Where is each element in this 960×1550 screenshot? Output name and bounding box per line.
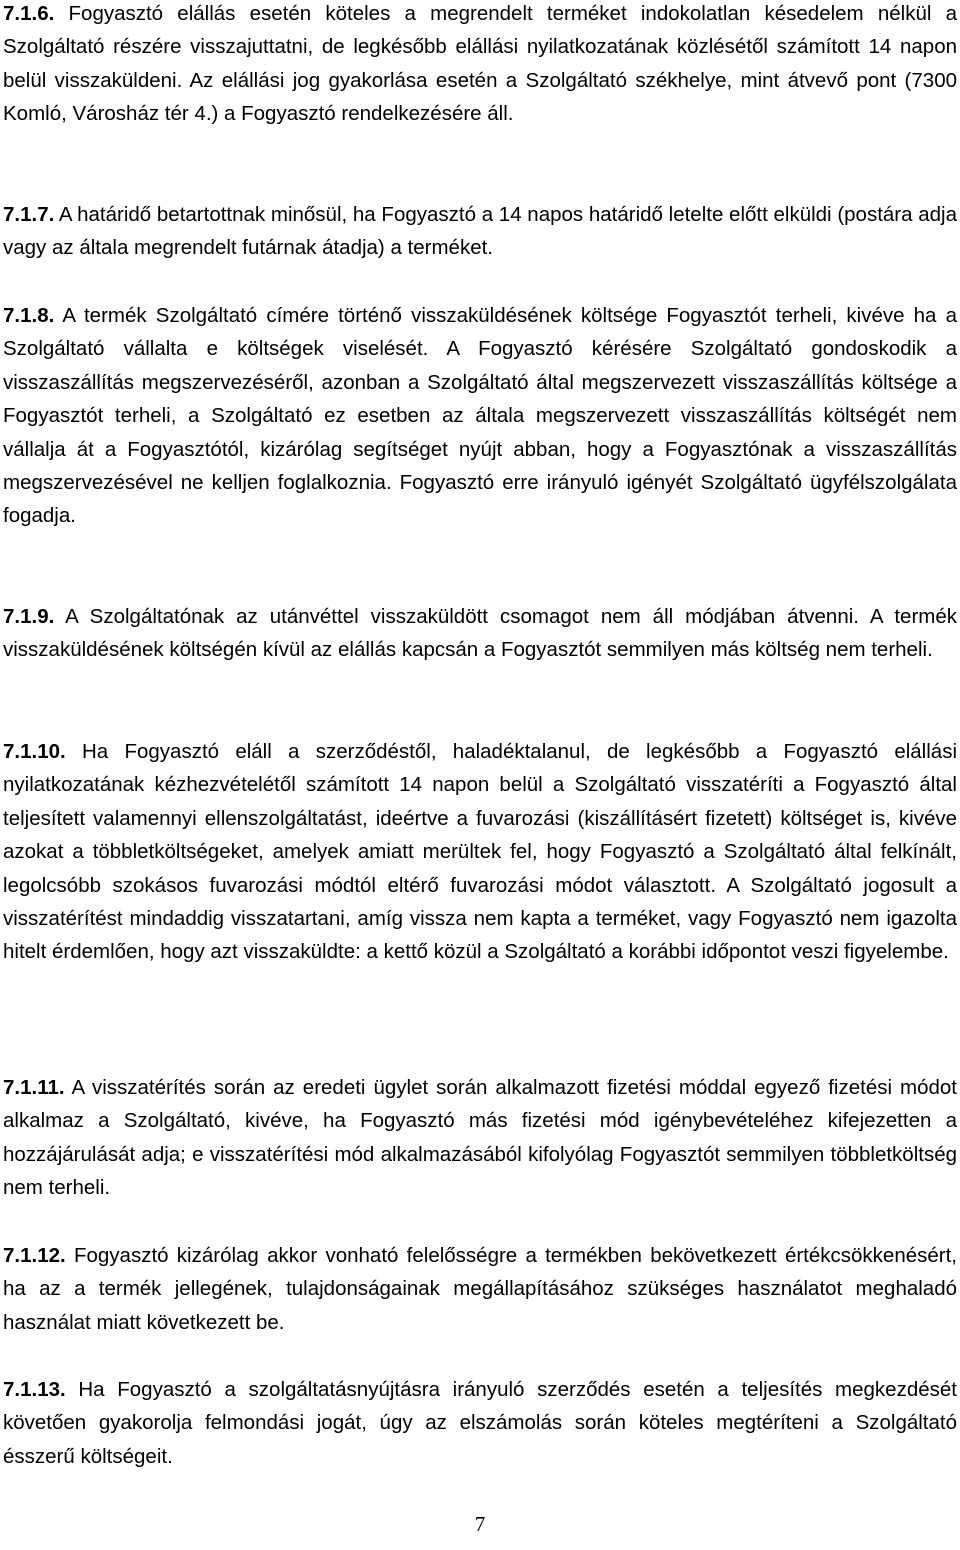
- section-text: A határidő betartottnak minősül, ha Fogyasztó a 14 napos határidő letelte előtt elküldi (postára adja vagy az általa megrendelt futárnak átadja) a terméket.: [3, 203, 957, 260]
- section-7-1-7: [3, 198, 957, 265]
- section-7-1-9: [3, 600, 957, 667]
- section-number: 7.1.9.: [3, 605, 55, 628]
- section-number: 7.1.10.: [3, 740, 66, 763]
- section-text: Ha Fogyasztó a szolgáltatásnyújtásra irányuló szerződés esetén a teljesítés megkezdését követően gyakorolja felmondási jogát, úgy az elszámolás során köteles megtéríteni a Szolgáltató ésszerű költségeit.: [3, 1378, 957, 1468]
- section-text: Ha Fogyasztó eláll a szerződéstől, haladéktalanul, de legkésőbb a Fogyasztó elállási nyilatkozatának kézhezvételétől számított 14 napon belül a Szolgáltató visszatéríti a Fogyasztó által teljesített valamennyi ellenszolgáltatást, ideértve a fuvarozási (kiszállításért fizetett) költséget is, kivéve azokat a többletköltségeket, amelyek amiatt merültek fel, hogy Fogyasztó a Szolgáltató által felkínált, legolcsóbb szokásos fuvarozási módtól eltérő fuvarozási módot választott. A Szolgáltató jogosult a visszatérítést mindaddig visszatartani, amíg vissza nem kapta a terméket, vagy Fogyasztó nem igazolta hitelt érdemlően, hogy azt visszaküldte: a kettő közül a Szolgáltató a korábbi időpontot veszi figyelembe.: [3, 740, 957, 964]
- section-number: 7.1.6.: [3, 2, 55, 25]
- section-number: 7.1.12.: [3, 1244, 66, 1267]
- section-text: A Szolgáltatónak az utánvéttel visszaküldött csomagot nem áll módjában átvenni. A termék visszaküldésének költségén kívül az elállás kapcsán a Fogyasztót semmilyen más költség nem terheli.: [3, 605, 957, 662]
- section-text: A termék Szolgáltató címére történő visszaküldésének költsége Fogyasztót terheli, kivéve ha a Szolgáltató vállalta e költségek viselését. A Fogyasztó kérésére Szolgáltató gondoskodik a visszaszállítás megszervezéséről, azonban a Szolgáltató által megszervezett visszaszállítás költsége a Fogyasztót terheli, a Szolgáltató ez esetben az általa megszervezett visszaszállítás költségét nem vállalja át a Fogyasztótól, kizárólag segítséget nyújt abban, hogy a Fogyasztónak a visszaszállítás megszervezésével ne kelljen foglalkoznia. Fogyasztó erre irányuló igényét Szolgáltató ügyfélszolgálata fogadja.: [3, 304, 957, 528]
- section-text: A visszatérítés során az eredeti ügylet során alkalmazott fizetési móddal egyező fizetési módot alkalmaz a Szolgáltató, kivéve, ha Fogyasztó más fizetési mód igénybevételéhez kifejezetten a hozzájárulását adja; e visszatérítési mód alkalmazásából kifolyólag Fogyasztót semmilyen többletköltség nem terheli.: [3, 1076, 957, 1200]
- section-7-1-11: [3, 1071, 957, 1205]
- section-number: 7.1.13.: [3, 1378, 66, 1401]
- section-text: Fogyasztó elállás esetén köteles a megrendelt terméket indokolatlan késedelem nélkül a Szolgáltató részére visszajuttatni, de legkésőbb elállási nyilatkozatának közlésétől számított 14 napon belül visszaküldeni. Az elállási jog gyakorlása esetén a Szolgáltató székhelye, mint átvevő pont (7300 Komló, Városház tér 4.) a Fogyasztó rendelkezésére áll.: [3, 2, 958, 126]
- section-number: 7.1.11.: [3, 1076, 65, 1099]
- section-7-1-6: [3, 0, 957, 131]
- section-7-1-8: [3, 299, 957, 533]
- section-text: Fogyasztó kizárólag akkor vonható felelősségre a termékben bekövetkezett értékcsökkenésért, ha az a termék jellegének, tulajdonságainak megállapításához szükséges használatot meghaladó használat miatt következett be.: [3, 1244, 958, 1334]
- section-number: 7.1.7.: [3, 203, 55, 226]
- section-7-1-13: [3, 1373, 957, 1473]
- section-7-1-12: [3, 1239, 957, 1339]
- section-7-1-10: [3, 735, 957, 969]
- section-number: 7.1.8.: [3, 304, 55, 327]
- page-number: 7: [474, 1512, 486, 1536]
